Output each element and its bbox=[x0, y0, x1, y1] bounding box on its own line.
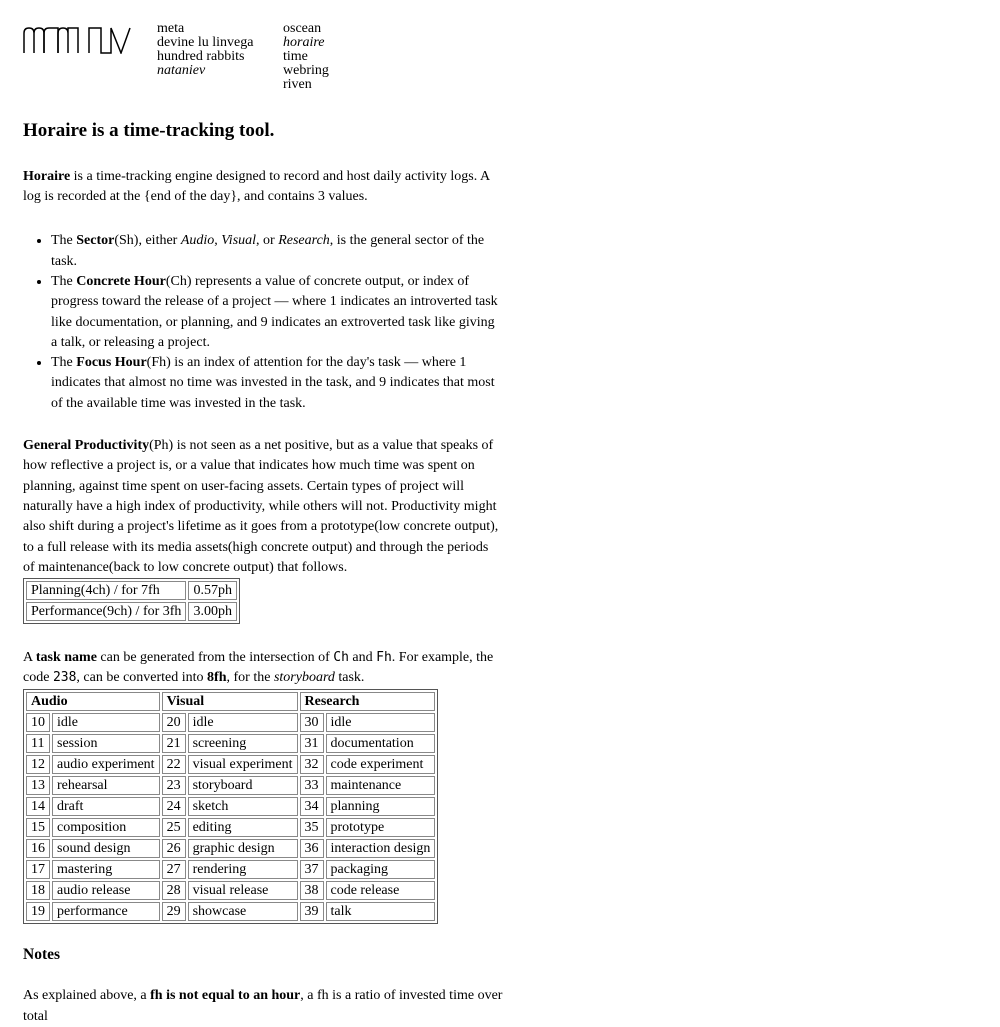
task-code: 35 bbox=[300, 818, 324, 837]
table-row bbox=[26, 818, 435, 837]
task-code: 23 bbox=[162, 776, 186, 795]
taskname-term: task name bbox=[35, 650, 97, 666]
task-code: 19 bbox=[26, 902, 50, 921]
task-name: documentation bbox=[326, 734, 436, 753]
task-code: 17 bbox=[26, 860, 50, 879]
focus-prefix: The bbox=[51, 355, 77, 371]
intro-name: Horaire bbox=[23, 168, 71, 184]
task-code: 12 bbox=[26, 755, 50, 774]
list-item-sector bbox=[51, 231, 503, 272]
task-name: visual experiment bbox=[188, 755, 298, 774]
task-name: rehearsal bbox=[52, 776, 160, 795]
task-name: composition bbox=[52, 818, 160, 837]
table-row bbox=[26, 881, 435, 900]
table-row bbox=[26, 902, 435, 921]
task-code: 10 bbox=[26, 713, 50, 732]
table-row bbox=[26, 776, 435, 795]
sector-term: Sector bbox=[76, 233, 115, 249]
task-code: 22 bbox=[162, 755, 186, 774]
task-code: 21 bbox=[162, 734, 186, 753]
site-logo[interactable] bbox=[23, 26, 133, 56]
task-name: performance bbox=[52, 902, 160, 921]
task-name: sketch bbox=[188, 797, 298, 816]
table-header-row bbox=[26, 692, 435, 711]
task-name: session bbox=[52, 734, 160, 753]
task-name: audio release bbox=[52, 881, 160, 900]
concrete-text: (Ch) represents a value of concrete output, or index of progress toward the release of a project — where 1 indicates an introverted task like documentation, or planning, and 9 indicates an extroverted task like giving a talk, or releasing a project. bbox=[51, 273, 498, 350]
table-row bbox=[26, 755, 435, 774]
example-label: Performance(9ch) / for 3fh bbox=[26, 602, 186, 621]
taskname-task: storyboard bbox=[273, 670, 335, 686]
notes-text-b: , a fh is a ratio of invested time over total bbox=[23, 988, 503, 1024]
nav-link-time[interactable]: time bbox=[283, 49, 308, 64]
nav-link-nataniev[interactable]: nataniev bbox=[157, 63, 206, 78]
task-name: rendering bbox=[188, 860, 298, 879]
task-name: code release bbox=[326, 881, 436, 900]
taskname-and: and bbox=[348, 650, 377, 666]
task-code: 32 bbox=[300, 755, 324, 774]
table-row bbox=[26, 734, 435, 753]
task-code: 16 bbox=[26, 839, 50, 858]
nav-link-webring[interactable]: webring bbox=[283, 63, 329, 78]
productivity-examples-table bbox=[23, 578, 240, 624]
sector-audio: Audio bbox=[180, 233, 215, 249]
task-name: audio experiment bbox=[52, 755, 160, 774]
focus-term: Focus Hour bbox=[76, 355, 147, 371]
nav-link-devine[interactable]: devine lu linvega bbox=[157, 35, 254, 50]
task-code: 14 bbox=[26, 797, 50, 816]
task-codes-table bbox=[23, 689, 438, 924]
example-label: Planning(4ch) / for 7fh bbox=[26, 581, 186, 600]
taskname-text-b: can be generated from the intersection of bbox=[96, 650, 334, 666]
task-name: maintenance bbox=[326, 776, 436, 795]
concrete-prefix: The bbox=[51, 273, 77, 289]
task-name: talk bbox=[326, 902, 436, 921]
intro-paragraph bbox=[23, 167, 493, 208]
task-name: packaging bbox=[326, 860, 436, 879]
task-code: 39 bbox=[300, 902, 324, 921]
productivity-text: (Ph) is not seen as a net positive, but as a value that speaks of how reflective a project is, or a value that indicates how much time was spent on planning, against time spent on user-facing assets. Certain types of project will naturally have a high index of productivity, while others will not. Productivity might also shift during a project's lifetime as it goes from a prototype(low concrete output), to a full release with its media assets(high concrete output) and through the periods of maintenance(back to low concrete output) that follows. bbox=[23, 438, 499, 575]
logo-waveform-icon bbox=[23, 26, 131, 54]
sector-or: , or bbox=[256, 233, 279, 249]
taskname-text-e: , for the bbox=[226, 670, 274, 686]
task-name: idle bbox=[52, 713, 160, 732]
task-code: 18 bbox=[26, 881, 50, 900]
list-item-focus bbox=[51, 353, 503, 414]
task-code: 25 bbox=[162, 818, 186, 837]
sector-prefix: The bbox=[51, 233, 77, 249]
task-code: 31 bbox=[300, 734, 324, 753]
sector-text-b: , is the general sector of the task. bbox=[51, 233, 485, 269]
task-code: 34 bbox=[300, 797, 324, 816]
task-name: interaction design bbox=[326, 839, 436, 858]
column-header-visual: Visual bbox=[162, 692, 298, 711]
notes-strong: fh is not equal to an hour bbox=[150, 988, 301, 1004]
column-header-audio: Audio bbox=[26, 692, 160, 711]
task-code: 26 bbox=[162, 839, 186, 858]
sector-research: Research bbox=[278, 233, 330, 249]
nav-link-hundred-rabbits[interactable]: hundred rabbits bbox=[157, 49, 245, 64]
task-code: 13 bbox=[26, 776, 50, 795]
nav-column-1 bbox=[157, 22, 283, 96]
table-row bbox=[26, 602, 237, 621]
nav-link-riven[interactable]: riven bbox=[283, 77, 312, 92]
notes-heading: Notes bbox=[23, 945, 61, 963]
column-header-research: Research bbox=[300, 692, 436, 711]
task-code: 33 bbox=[300, 776, 324, 795]
productivity-paragraph bbox=[23, 436, 503, 578]
task-name: visual release bbox=[188, 881, 298, 900]
task-code: 36 bbox=[300, 839, 324, 858]
list-item-concrete bbox=[51, 272, 503, 353]
productivity-term: General Productivity bbox=[23, 438, 150, 454]
task-name: screening bbox=[188, 734, 298, 753]
task-name: idle bbox=[188, 713, 298, 732]
task-name: prototype bbox=[326, 818, 436, 837]
notes-paragraph bbox=[23, 986, 503, 1027]
table-row bbox=[26, 839, 435, 858]
table-row bbox=[26, 797, 435, 816]
taskname-text-c: . For example, the code bbox=[23, 650, 494, 686]
task-name: storyboard bbox=[188, 776, 298, 795]
task-code: 27 bbox=[162, 860, 186, 879]
task-name: planning bbox=[326, 797, 436, 816]
nav-link-oscean[interactable]: oscean bbox=[283, 21, 322, 36]
sector-visual: Visual bbox=[221, 233, 257, 249]
task-code: 30 bbox=[300, 713, 324, 732]
task-code: 28 bbox=[162, 881, 186, 900]
table-row bbox=[26, 713, 435, 732]
page-title: Horaire is a time-tracking tool. bbox=[23, 120, 275, 141]
task-code: 37 bbox=[300, 860, 324, 879]
code-ch: Ch bbox=[333, 650, 349, 666]
sector-comma: , bbox=[214, 233, 222, 249]
focus-text: (Fh) is an index of attention for the day's task — where 1 indicates that almost no time was invested in the task, and 9 indicates that most of the available time was invested in the task. bbox=[51, 355, 495, 411]
site-header bbox=[23, 0, 503, 96]
table-row bbox=[26, 860, 435, 879]
task-code: 20 bbox=[162, 713, 186, 732]
task-name: graphic design bbox=[188, 839, 298, 858]
task-name: code experiment bbox=[326, 755, 436, 774]
taskname-text-a: A bbox=[23, 650, 36, 666]
taskname-text-d: , can be converted into bbox=[76, 670, 208, 686]
task-name: draft bbox=[52, 797, 160, 816]
taskname-converted: 8fh bbox=[207, 670, 227, 686]
task-code: 11 bbox=[26, 734, 50, 753]
table-row bbox=[26, 581, 237, 600]
concrete-term: Concrete Hour bbox=[76, 273, 166, 289]
nav-link-horaire[interactable]: horaire bbox=[283, 35, 325, 50]
code-fh: Fh bbox=[376, 650, 392, 666]
task-name: editing bbox=[188, 818, 298, 837]
nav-link-meta[interactable]: meta bbox=[157, 21, 185, 36]
example-value: 0.57ph bbox=[188, 581, 237, 600]
task-name-paragraph bbox=[23, 648, 503, 689]
task-code: 24 bbox=[162, 797, 186, 816]
task-code: 29 bbox=[162, 902, 186, 921]
task-name: sound design bbox=[52, 839, 160, 858]
task-code: 15 bbox=[26, 818, 50, 837]
task-name: idle bbox=[326, 713, 436, 732]
sector-text-a: (Sh), either bbox=[114, 233, 181, 249]
code-example: 238 bbox=[52, 670, 77, 686]
log-values-list bbox=[23, 231, 503, 414]
nav-column-2 bbox=[283, 22, 329, 96]
taskname-text-f: task. bbox=[334, 670, 365, 686]
task-code: 38 bbox=[300, 881, 324, 900]
notes-text-a: As explained above, a bbox=[23, 988, 151, 1004]
intro-text: is a time-tracking engine designed to record and host daily activity logs. A log is recorded at the {end of the day}, and contains 3 values. bbox=[23, 168, 490, 205]
task-name: showcase bbox=[188, 902, 298, 921]
task-name: mastering bbox=[52, 860, 160, 879]
example-value: 3.00ph bbox=[188, 602, 237, 621]
